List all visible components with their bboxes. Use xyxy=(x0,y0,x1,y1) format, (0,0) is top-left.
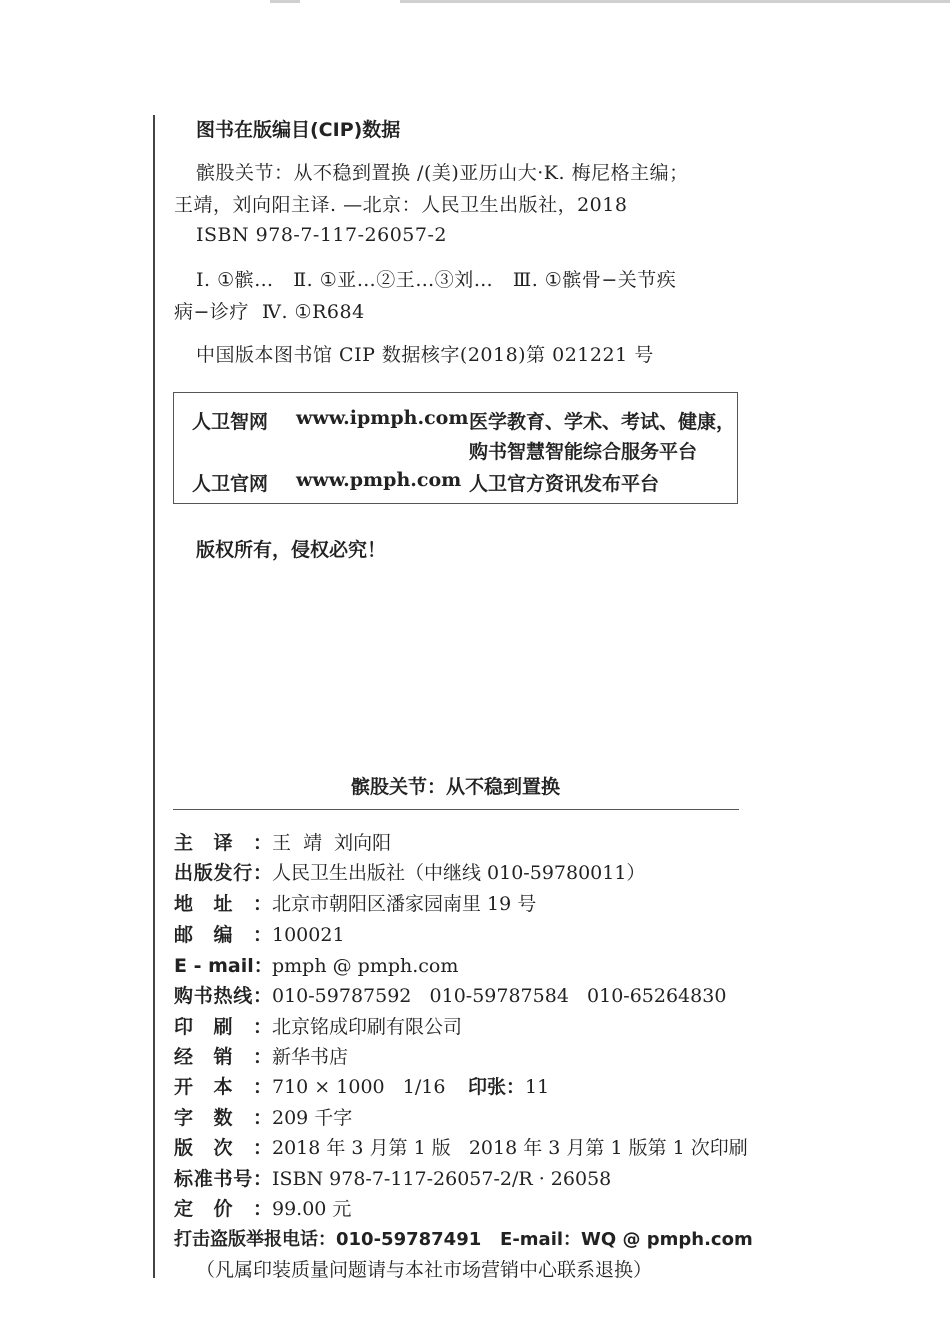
detail-row-format xyxy=(174,1072,549,1099)
platform-name: 人卫官网 xyxy=(192,473,269,495)
detail-label: 版次： xyxy=(174,1137,272,1159)
platform-url[interactable]: www.pmph.com xyxy=(296,469,462,491)
platform-description: 医学教育、学术、考试、健康， xyxy=(469,411,736,433)
detail-label: 标准书号： xyxy=(174,1168,272,1190)
detail-label: 出版发行： xyxy=(174,862,272,884)
detail-value: 北京铭成印刷有限公司 xyxy=(272,1016,463,1038)
detail-row-edition xyxy=(174,1133,748,1160)
detail-label: 印刷： xyxy=(174,1016,272,1038)
detail-value: 99.00 元 xyxy=(272,1198,352,1220)
detail-row-postcode xyxy=(174,920,345,947)
cip-title-line-1: 髌股关节：从不稳到置换 /(美)亚历山大·K. 梅尼格主编； xyxy=(196,162,689,184)
detail-row-price xyxy=(174,1194,351,1221)
book-title: 髌股关节：从不稳到置换 xyxy=(350,776,560,798)
piracy-report-line: 打击盗版举报电话：010-59787491 E-mail：WQ @ pmph.com xyxy=(174,1229,753,1250)
cip-classification-line-2: 病−诊疗 Ⅳ. ①R684 xyxy=(174,301,365,323)
detail-row-email xyxy=(174,951,458,978)
detail-row-printer xyxy=(174,1012,462,1039)
title-divider xyxy=(173,809,739,810)
cip-library-record: 中国版本图书馆 CIP 数据核字(2018)第 021221 号 xyxy=(196,344,654,366)
detail-value[interactable]: pmph @ pmph.com xyxy=(272,955,459,977)
detail-label: 字数： xyxy=(174,1107,272,1129)
detail-row-hotline xyxy=(174,981,726,1008)
detail-label: 主译： xyxy=(174,832,272,854)
detail-label: 开本： xyxy=(174,1076,272,1098)
detail-label: 邮编： xyxy=(174,924,272,946)
cip-classification-line-1: Ⅰ. ①髌… Ⅱ. ①亚…②王…③刘… Ⅲ. ①髌骨−关节疾 xyxy=(196,269,677,291)
detail-label: E - mail： xyxy=(174,955,273,977)
platform-url[interactable]: www.ipmph.com xyxy=(296,407,469,429)
detail-label: 购书热线： xyxy=(174,985,272,1007)
detail-value: 2018 年 3 月第 1 版 2018 年 3 月第 1 版第 1 次印刷 xyxy=(272,1137,748,1159)
platform-description-2: 购书智慧智能综合服务平台 xyxy=(469,441,698,463)
copyright-notice: 版权所有，侵权必究！ xyxy=(196,539,387,561)
cip-isbn: ISBN 978-7-117-26057-2 xyxy=(196,224,447,246)
detail-row-distributor xyxy=(174,1042,348,1069)
platform-info-box xyxy=(173,392,738,504)
detail-row-address xyxy=(174,889,536,916)
detail-value: 209 千字 xyxy=(272,1107,353,1129)
platform-description: 人卫官方资讯发布平台 xyxy=(469,473,660,495)
binding-margin-line xyxy=(153,115,155,1278)
detail-row-word-count xyxy=(174,1103,352,1130)
sheet-count-value: 11 xyxy=(525,1076,550,1098)
sheet-count-label: 印张： xyxy=(468,1076,526,1098)
detail-label: 经销： xyxy=(174,1046,272,1068)
detail-value: 王 靖 刘向阳 xyxy=(272,832,392,854)
detail-value: 710 × 1000 1/16 xyxy=(272,1076,446,1098)
detail-value: ISBN 978-7-117-26057-2/R · 26058 xyxy=(272,1168,612,1190)
detail-row-translator xyxy=(174,828,391,855)
platform-name: 人卫智网 xyxy=(192,411,269,433)
detail-label: 定价： xyxy=(174,1198,272,1220)
scan-top-border xyxy=(400,0,950,3)
detail-row-isbn xyxy=(174,1164,611,1191)
detail-row-publisher xyxy=(174,858,645,885)
detail-value: 人民卫生出版社（中继线 010-59780011） xyxy=(272,862,646,884)
detail-value: 新华书店 xyxy=(272,1046,349,1068)
detail-value: 100021 xyxy=(272,924,345,946)
scan-mark xyxy=(270,0,300,3)
cip-title-line-2: 王靖，刘向阳主译. —北京：人民卫生出版社，2018 xyxy=(174,194,628,216)
detail-value: 北京市朝阳区潘家园南里 19 号 xyxy=(272,893,537,915)
detail-label: 地址： xyxy=(174,893,272,915)
cip-heading: 图书在版编目(CIP)数据 xyxy=(196,119,401,141)
quality-note: （凡属印装质量问题请与本社市场营销中心联系退换） xyxy=(196,1259,653,1281)
detail-value: 010-59787592 010-59787584 010-65264830 xyxy=(272,985,727,1007)
